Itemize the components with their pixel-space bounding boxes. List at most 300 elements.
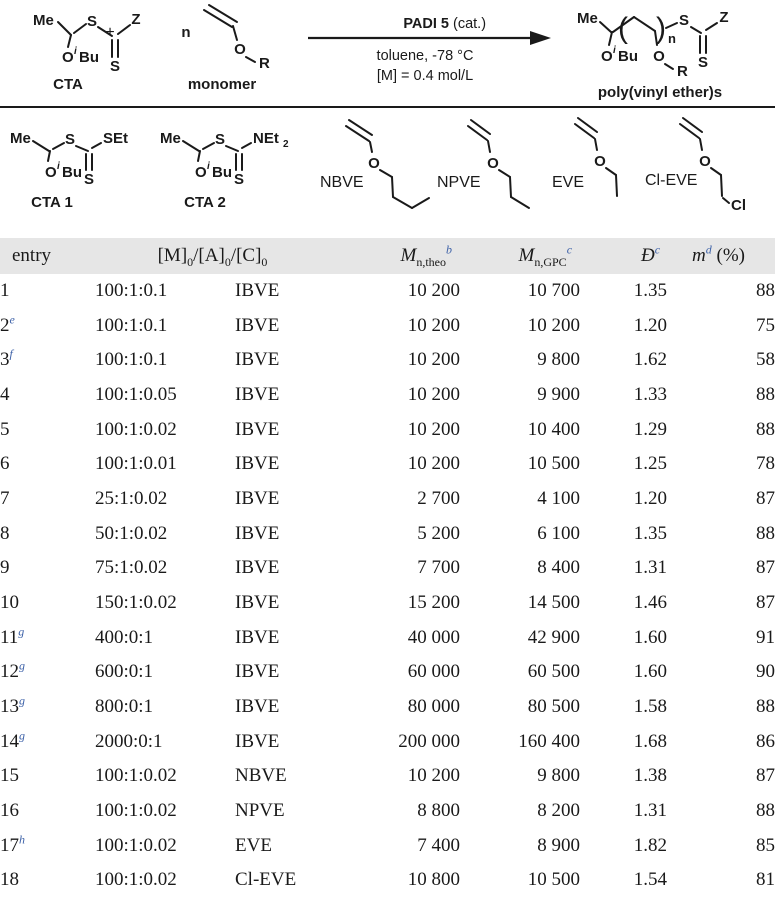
bond-line [600,22,611,32]
cell-conversion: 87 [756,765,775,787]
cell-mn-gpc: 10 400 [527,418,581,440]
ratio-sub0: 0 [261,254,268,269]
dispersity-symbol: Đ [640,245,655,266]
atom-label-s: S [214,131,226,148]
entry-number: 8 [0,522,10,544]
cell-mn-gpc: 4 100 [537,487,581,509]
bond-line [233,26,237,40]
cell-mn-theo: 10 800 [407,869,461,891]
cell-ratio: 100:1:0.02 [95,799,177,821]
cell-ratio: 2000:0:1 [95,730,163,752]
cell-dispersity: 1.62 [633,349,668,371]
cell-ratio: 100:1:0.1 [95,280,168,301]
atom-label-bu: Bu [62,164,82,181]
cell-conversion: 88 [756,522,775,544]
atom-label-r: R [259,55,270,72]
bond-line [246,57,255,62]
cell-monomer: EVE [235,834,272,856]
footnote-marker-d: d [705,242,712,257]
entry-footnote-marker: h [19,832,25,847]
atom-label-me: Me [10,130,31,147]
atom-label-cl: Cl [731,197,746,214]
atom-label-bu: Bu [212,164,232,181]
bond-line [595,139,597,150]
atom-label-o: O [699,153,711,170]
cleve-structure [645,118,746,214]
eve-structure [552,118,617,196]
cell-mn-theo: 10 200 [407,765,461,787]
eve-label: EVE [552,174,585,191]
cell-ratio: 50:1:0.02 [95,522,168,544]
bond-line [380,170,392,177]
atom-label-net: NEt [253,130,279,147]
cell-ratio: 100:1:0.1 [95,314,168,336]
bond-line [609,32,612,45]
table-row [0,343,775,378]
cell-mn-gpc: 9 800 [537,765,581,787]
bond-line [616,175,617,196]
cta1-label: CTA 1 [31,194,73,211]
footnote-marker-b: b [446,242,453,257]
cell-entry [0,586,95,621]
cell-entry [0,621,95,656]
cell-mn-theo: 7 400 [417,834,461,856]
net-subscript-2: 2 [283,139,289,150]
atom-label-r: R [677,63,688,80]
table-row [0,863,775,898]
cell-ratio: 75:1:0.02 [95,557,168,579]
cell-mn-theo: 5 200 [417,522,461,544]
bond-line [392,177,393,197]
monomer-structure [181,5,270,93]
double-bond-line [468,126,487,140]
n-coefficient: n [181,24,191,41]
double-bond-line [471,120,490,134]
cell-monomer: NBVE [235,765,287,787]
table-row [0,586,775,621]
cell-ratio: 25:1:0.02 [95,487,168,509]
atom-label-me: Me [577,10,598,27]
table-row [0,482,775,517]
bond-line [412,198,429,208]
atom-label-z: Z [719,9,729,26]
cell-mn-theo: 60 000 [407,661,461,683]
mn-theo-subscript: n,theo [416,254,447,269]
cta-structure [33,11,141,93]
cell-mn-gpc: 10 200 [527,314,581,336]
atom-label-me: Me [160,130,181,147]
atom-label-o: O [62,49,74,66]
cell-conversion: 88 [756,383,775,405]
product-label: poly(vinyl ether)s [597,84,723,101]
cell-entry [0,725,95,760]
cell-conversion: 58 [756,349,775,371]
cell-monomer: IBVE [235,418,280,440]
table-row [0,413,775,448]
cell-mn-gpc: 160 400 [518,730,581,752]
cell-entry [0,551,95,586]
cell-mn-theo: 7 700 [417,557,461,579]
bond-line [634,17,655,31]
entry-number: 12 [0,661,19,683]
reaction-arrow [308,16,551,84]
table-row [0,447,775,482]
cell-mn-gpc: 80 500 [527,695,581,717]
cell-monomer: IBVE [235,280,280,301]
mn-gpc-subscript: n,GPC [534,254,567,269]
cell-dispersity: 1.33 [633,383,668,405]
cell-mn-theo: 10 200 [407,383,461,405]
bond-line [700,139,702,150]
cell-dispersity: 1.54 [633,869,668,891]
cell-mn-gpc: 6 100 [537,522,581,544]
entry-number: 11 [0,626,19,648]
double-bond-line [575,124,594,138]
cell-mn-theo: 40 000 [407,626,461,648]
bond-line [198,151,200,161]
cell-entry [0,863,95,898]
entry-number: 7 [0,487,10,509]
cell-conversion: 91 [756,626,775,648]
cell-monomer: IBVE [235,557,280,579]
entry-number: 2 [0,314,10,336]
entry-number: 15 [0,765,19,787]
nbve-label: NBVE [320,174,364,191]
product-structure [577,9,729,101]
ratio-c: /[C] [230,245,262,266]
bond-line [242,143,251,148]
double-bond-line [204,10,232,27]
cell-mn-gpc: 42 900 [527,626,581,648]
entry-number: 14 [0,730,19,752]
cell-dispersity: 1.25 [633,453,668,475]
entry-footnote-marker: g [18,624,25,639]
bond-line [488,141,490,152]
cell-monomer: NPVE [235,799,285,821]
isobutyl-superscript: i [613,45,616,56]
cta1-structure [10,130,128,211]
footnote-marker-c: c [654,242,661,257]
results-table [0,238,775,898]
cell-monomer: IBVE [235,314,280,336]
entry-footnote-marker: g [19,693,25,708]
cell-monomer: IBVE [235,591,280,613]
atom-label-bu: Bu [618,48,638,65]
atom-label-z: Z [131,11,141,28]
bond-line [33,141,49,151]
cell-mn-theo: 2 700 [417,487,461,509]
cell-entry [0,309,95,344]
col-header-entry: entry [0,238,95,274]
entry-number: 16 [0,799,19,821]
col-header-ratio [95,238,330,274]
npve-structure [437,120,529,208]
cell-monomer: IBVE [235,349,280,371]
cell-conversion: 90 [756,661,775,683]
table-row [0,621,775,656]
cell-entry [0,829,95,864]
bond-line [226,146,238,151]
cell-ratio: 100:1:0.02 [95,834,177,856]
atom-label-o: O [601,48,613,65]
cell-mn-theo: 10 200 [407,418,461,440]
cell-entry [0,794,95,829]
cell-conversion: 87 [756,591,775,613]
table-row [0,309,775,344]
catalyst-name: PADI 5 [403,16,449,32]
atom-label-me: Me [33,12,54,29]
double-bond-line [349,120,372,135]
cell-dispersity: 1.68 [633,730,668,752]
cell-dispersity: 1.20 [633,314,668,336]
cell-mn-gpc: 10 500 [527,869,581,891]
table-row [0,759,775,794]
cell-conversion: 81 [756,869,775,891]
atom-label-s: S [83,171,95,188]
atom-label-s: S [678,12,690,29]
atom-label-o: O [234,41,246,58]
repeat-paren-open: ( [618,12,628,45]
isobutyl-superscript: i [207,161,210,172]
double-bond-line [578,118,597,132]
cell-entry [0,690,95,725]
col-header-dispersity [580,238,667,274]
repeat-paren-close: ) [656,12,666,45]
bond-line [510,177,511,197]
entry-number: 13 [0,695,19,717]
cta-label: CTA [53,76,83,93]
cell-dispersity: 1.60 [633,661,668,683]
entry-footnote-marker: g [19,728,25,743]
cell-mn-gpc: 10 700 [527,280,581,301]
bond-line [68,35,71,47]
cell-conversion: 87 [756,487,775,509]
atom-label-s: S [64,131,76,148]
entry-number: 10 [0,591,19,613]
cell-dispersity: 1.35 [633,280,668,301]
cell-mn-gpc: 8 400 [537,557,581,579]
cell-ratio: 100:1:0.01 [95,453,177,475]
atom-label-set: SEt [103,130,129,147]
mn-symbol: M [518,245,535,266]
cleve-label: Cl-EVE [645,172,698,189]
table-row [0,274,775,309]
reaction-scheme [0,0,775,106]
ratio-sub0: 0 [224,254,231,269]
cell-mn-gpc: 9 900 [537,383,581,405]
cell-dispersity: 1.60 [633,626,668,648]
cell-mn-gpc: 8 900 [537,834,581,856]
table-body [0,274,775,898]
cell-dispersity: 1.31 [633,799,668,821]
entry-number: 6 [0,453,10,475]
isobutyl-superscript: i [74,46,77,57]
cell-entry [0,274,95,309]
cell-ratio: 100:1:0.1 [95,349,168,371]
table-row [0,794,775,829]
double-bond-line [683,118,702,132]
atom-label-o: O [368,155,380,172]
solvent-temperature: toluene, -78 °C [376,48,474,64]
entry-number: 5 [0,418,10,440]
cell-entry [0,378,95,413]
cell-dispersity: 1.20 [633,487,668,509]
table-row [0,551,775,586]
entry-number: 9 [0,557,10,579]
entry-footnote-marker: g [19,658,25,673]
cell-conversion: 87 [756,557,775,579]
cell-dispersity: 1.82 [633,834,668,856]
bond-line [183,141,199,151]
cell-mn-theo: 10 200 [407,453,461,475]
col-header-mn-theo [330,238,460,274]
atom-label-s: S [233,171,245,188]
bond-line [53,143,64,149]
cell-ratio: 400:0:1 [95,626,154,648]
footnote-marker-c: c [566,242,573,257]
cell-entry [0,413,95,448]
cell-ratio: 800:0:1 [95,695,154,717]
cell-conversion: 88 [756,799,775,821]
entry-number: 3 [0,349,10,371]
bond-line [711,168,721,175]
cell-ratio: 100:1:0.02 [95,418,177,440]
entry-footnote-marker: e [9,312,15,327]
atom-label-o: O [487,155,499,172]
cell-mn-gpc: 60 500 [527,661,581,683]
cell-entry [0,343,95,378]
cta2-label: CTA 2 [184,194,226,211]
atom-label-bu: Bu [79,49,99,66]
cta2-structure [160,130,289,211]
table-row [0,517,775,552]
double-bond-line [680,124,699,138]
atom-label-s: S [697,54,709,71]
bond-line [393,197,412,208]
cell-mn-gpc: 8 200 [537,799,581,821]
cell-monomer: IBVE [235,522,280,544]
cell-mn-theo: 80 000 [407,695,461,717]
table-row [0,725,775,760]
repeat-subscript-n: n [668,31,676,46]
monomer-label: monomer [187,76,257,93]
double-bond-line [209,5,237,22]
cell-monomer: IBVE [235,695,280,717]
bond-line [511,197,529,208]
plus-sign: + [105,24,115,41]
percent-sign: (%) [716,245,746,266]
cell-entry [0,655,95,690]
cell-monomer: IBVE [235,453,280,475]
cell-mn-gpc: 10 500 [527,453,581,475]
nbve-structure [320,120,429,208]
entry-number: 17 [0,834,19,856]
table-row [0,690,775,725]
cell-conversion: 75 [756,314,775,336]
entry-number: 4 [0,383,10,405]
bond-line [92,143,101,148]
cell-monomer: IBVE [235,626,280,648]
table-row [0,378,775,413]
cell-monomer: IBVE [235,730,280,752]
bond-line [691,27,701,33]
cell-mn-theo: 15 200 [407,591,461,613]
monomer-concentration: [M] = 0.4 mol/L [376,68,474,84]
ratio-sub0: 0 [187,254,194,269]
cell-dispersity: 1.31 [633,557,668,579]
bond-line [48,151,50,161]
arrow-head [530,31,551,45]
atom-label-s: S [86,13,98,30]
entry-number: 1 [0,280,10,301]
cell-entry [0,517,95,552]
cell-monomer: IBVE [235,383,280,405]
atom-label-s: S [109,58,121,75]
entry-footnote-marker: f [9,346,13,361]
bond-line [58,22,71,35]
bond-line [665,64,673,69]
table-row [0,829,775,864]
atom-label-o: O [594,153,606,170]
atom-label-o: O [195,164,207,181]
cell-dispersity: 1.58 [633,695,668,717]
cell-mn-theo: 200 000 [398,730,461,752]
col-header-mn-gpc [460,238,580,274]
cell-mn-theo: 10 200 [407,349,461,371]
bond-line [370,142,372,152]
bond-line [723,198,729,203]
cell-entry [0,447,95,482]
cell-dispersity: 1.38 [633,765,668,787]
cell-dispersity: 1.29 [633,418,668,440]
cell-dispersity: 1.46 [633,591,668,613]
double-bond-line [346,126,369,141]
bond-line [721,175,722,196]
cell-ratio: 600:0:1 [95,661,154,683]
catalyst-note: (cat.) [453,16,487,32]
m-symbol: m [692,245,706,266]
npve-label: NPVE [437,174,481,191]
cell-ratio: 100:1:0.02 [95,869,177,891]
bond-line [666,23,677,28]
cell-monomer: IBVE [235,487,280,509]
cell-mn-theo: 10 200 [407,280,461,301]
cell-ratio: 150:1:0.02 [95,591,177,613]
ratio-m: [M] [157,245,188,266]
bond-line [76,146,88,151]
atom-label-o: O [653,48,665,65]
col-header-conversion [667,238,775,274]
cell-ratio: 100:1:0.02 [95,765,177,787]
cell-mn-theo: 8 800 [417,799,461,821]
cell-conversion: 88 [756,280,775,301]
table-header-row [0,238,775,274]
atom-label-o: O [45,164,57,181]
cell-entry [0,759,95,794]
cell-conversion: 86 [756,730,775,752]
bond-line [706,23,717,30]
ratio-a: /[A] [193,245,225,266]
table-row [0,655,775,690]
bond-line [118,25,130,34]
bond-line [74,24,86,33]
entry-number: 18 [0,869,19,891]
reagents-row [0,108,775,215]
cell-monomer: IBVE [235,661,280,683]
cell-monomer: Cl-EVE [235,869,297,891]
cell-conversion: 85 [756,834,775,856]
mn-symbol: M [400,245,417,266]
